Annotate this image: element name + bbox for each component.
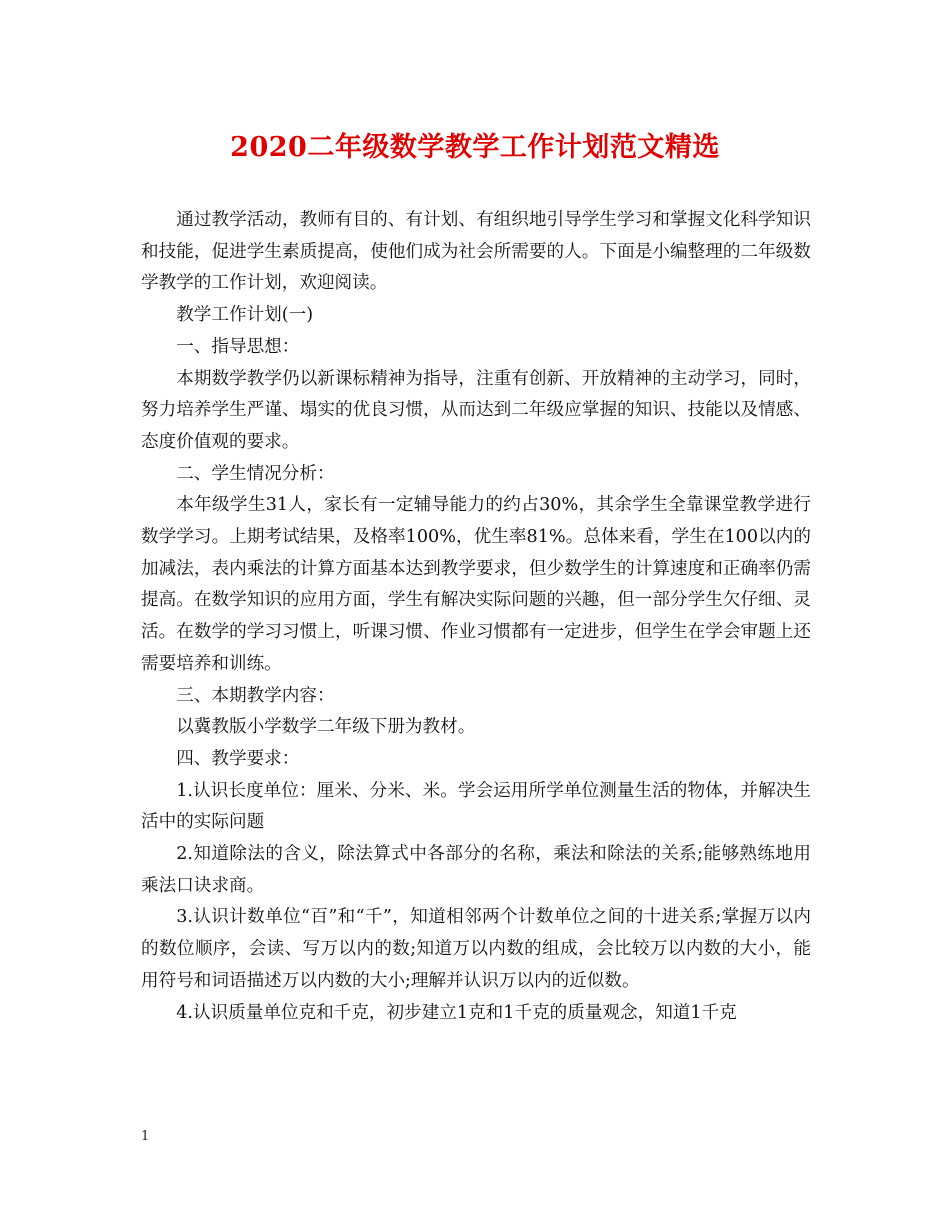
document-body <box>141 205 811 1029</box>
paragraph-requirement-1: 1.认识长度单位：厘米、分米、米。学会运用所学单位测量生活的物体，并解决生活中的实际问题 <box>141 780 811 833</box>
paragraph-requirement-2: 2.知道除法的含义，除法算式中各部分的名称，乘法和除法的关系;能够熟练地用乘法口诀求商。 <box>141 844 811 896</box>
paragraph-section-4-heading: 四、教学要求： <box>176 748 300 769</box>
paragraph-section-1-heading: 一、指导思想： <box>176 336 300 357</box>
paragraph-plan-heading: 教学工作计划(一) <box>176 305 314 326</box>
paragraph-section-3-heading: 三、本期教学内容： <box>176 685 335 706</box>
paragraph-intro: 通过教学活动，教师有目的、有计划、有组织地引导学生学习和掌握文化科学知识和技能，促进学生素质提高，使他们成为社会所需要的人。下面是小编整理的二年级数学教学的工作计划，欢迎阅读。 <box>141 210 811 294</box>
paragraph-section-2-heading: 二、学生情况分析： <box>176 463 335 484</box>
paragraph-requirement-3: 3.认识计数单位“百”和“千”，知道相邻两个计数单位之间的十进关系;掌握万以内的数位顺序，会读、写万以内的数;知道万以内数的组成，会比较万以内数的大小，能用符号和词语描述万以内数的大小;理解并认识万以内的近似数。 <box>141 907 811 991</box>
page-number: 1 <box>141 1129 150 1144</box>
paragraph-section-1-body: 本期数学教学仍以新课标精神为指导，注重有创新、开放精神的主动学习，同时，努力培养学生严谨、塌实的优良习惯，从而达到二年级应掌握的知识、技能以及情感、态度价值观的要求。 <box>141 368 811 452</box>
paragraph-section-2-body: 本年级学生31人，家长有一定辅导能力的约占30%，其余学生全靠课堂教学进行数学学习。上期考试结果，及格率100%，优生率81%。总体来看，学生在100以内的加减法，表内乘法的计算方面基本达到教学要求，但少数学生的计算速度和正确率仍需提高。在数学知识的应用方面，学生有解决实际问题的兴趣，但一部分学生欠仔细、灵活。在数学的学习习惯上，听课习惯、作业习惯都有一定进步，但学生在学会审题上还需要培养和训练。 <box>141 495 811 674</box>
paragraph-section-3-body: 以冀教版小学数学二年级下册为教材。 <box>176 717 476 738</box>
document-title: 2020二年级数学教学工作计划范文精选 <box>230 132 720 163</box>
paragraph-requirement-4: 4.认识质量单位克和千克，初步建立1克和1千克的质量观念，知道1千克 <box>176 1002 737 1023</box>
